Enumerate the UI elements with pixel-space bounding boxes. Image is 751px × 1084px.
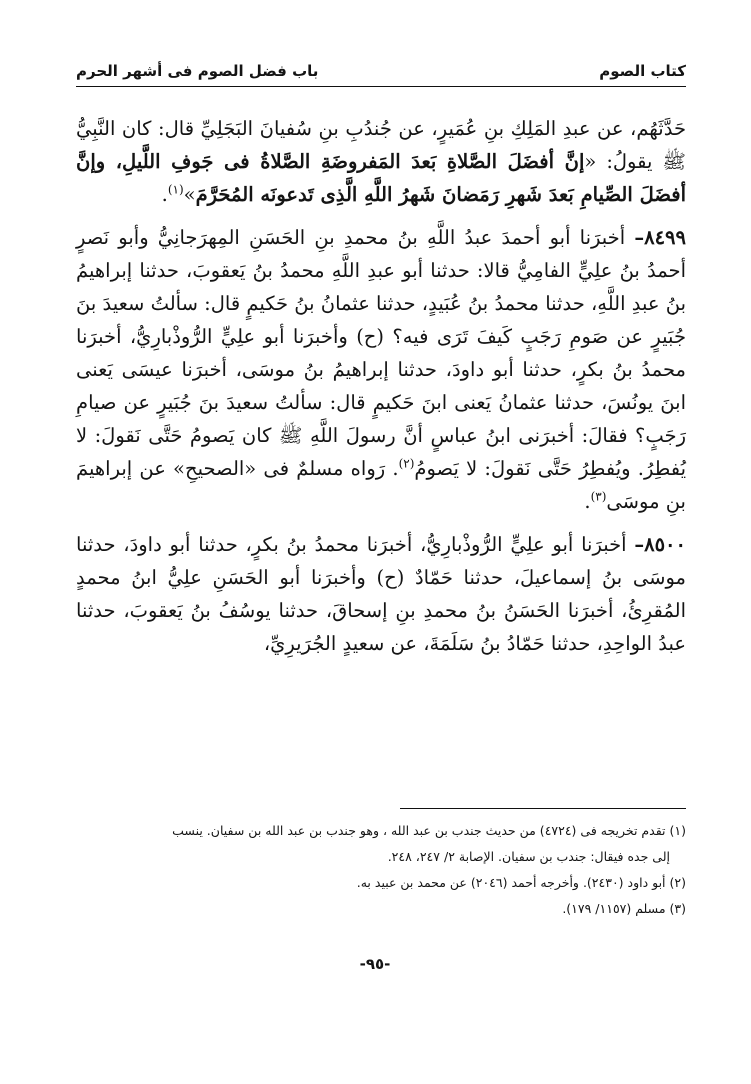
footnote-ref: (٣): [590, 489, 607, 504]
book-title: كتاب الصوم: [599, 62, 686, 80]
hadith-8500: [76, 528, 686, 660]
header-rule: [76, 86, 686, 87]
hadith-text: .: [584, 490, 591, 513]
footnote-3: (٣) مسلم (١١٥٧/ ١٧٩).: [562, 901, 686, 916]
page-number: -٩٥-: [359, 955, 391, 973]
hadith-number: ٨٥٠٠–: [634, 533, 686, 556]
hadith-number: ٨٤٩٩–: [634, 226, 686, 249]
footnote-ref: (١): [167, 182, 184, 197]
hadith-text: أخبرَنا أبو أحمدَ عبدُ اللَّهِ بنُ محمدِ بنِ الحَسَنِ المِهرَجانِيُّ وأبو نَصرٍ أحمدُ بنُ علِيٍّ الفامِيُّ قالا: حدثنا أبو عبدِ اللَّهِ محمدُ بنُ يَعقوبَ، حدثنا إبراهيمُ بنُ عبدِ اللَّهِ، حدثنا محمدُ بنُ عُبَيدٍ، حدثنا عثمانُ بنُ حَكيمٍ قال: سألتُ سعيدَ بنَ جُبَيرٍ عن صَومِ رَجَبٍ كَيفَ تَرَى فيه؟ (ح) وأخبرَنا أبو علِيٍّ الرُّوذْبارِيُّ، أخبرَنا محمدُ بنُ بكرٍ، حدثنا أبو داودَ، حدثنا إبراهيمُ بنُ موسَى، أخبرَنا عيسَى يَعنى ابنَ يونُسَ، حدثنا عثمانُ يَعنى ابنَ حَكيمٍ قال: سألتُ سعيدَ بنَ جُبَيرٍ عن صيامِ رَجَبٍ؟ فقالَ: أخبرَنى ابنُ عباسٍ أنَّ رسولَ اللَّهِ ﷺ كان يَصومُ حَتَّى نَقولَ: لا يُفطِرُ. ويُفطِرُ حَتَّى نَقولَ: لا يَصومُ: [76, 226, 686, 480]
main-text: [76, 112, 686, 660]
footnote-1: (١) تقدم تخريجه فى (٤٧٢٤) من حديث جندب بن عبد الله ، وهو جندب بن عبد الله بن سفيان. ينسب: [172, 823, 686, 838]
paragraph-text: »: [183, 183, 196, 206]
paragraph-continuation: [76, 112, 686, 211]
footnote-rule: [400, 808, 686, 809]
footnotes: [76, 818, 686, 922]
paragraph-text: حَدَّثَهُم، عن عبدِ المَلِكِ بنِ عُمَيرٍ، عن جُندُبِ بنِ سُفيانَ البَجَلِيِّ قال: كان النَّبِيُّ ﷺ يقولُ: «: [76, 117, 686, 173]
running-header: [76, 58, 686, 88]
hadith-text: . رَواه مسلمٌ فى «الصحيحِ» عن إبراهيمَ بنِ موسَى: [76, 457, 686, 513]
hadith-8499: [76, 221, 686, 518]
footnote-1-continued: إلى جده فيقال: جندب بن سفيان. الإصابة ٢/ ٢٤٧، ٢٤٨.: [387, 849, 670, 864]
chapter-title: باب فضل الصوم فى أشهر الحرم: [76, 62, 319, 80]
footnote-2: (٢) أبو داود (٢٤٣٠). وأخرجه أحمد (٢٠٤٦) عن محمد بن عبيد به.: [356, 875, 686, 890]
footnote-ref: (٢): [398, 456, 415, 471]
hadith-quote: إنَّ أفضَلَ الصَّلاةِ بَعدَ المَفروضَةِ الصَّلاةُ فى جَوفِ اللَّيلِ، وإنَّ أفضَلَ الصِّيامِ بَعدَ شَهرِ رَمَضانَ شَهرُ اللَّهِ الَّذِى تَدعونَه المُحَرَّمَ: [76, 150, 686, 206]
hadith-text: أخبرَنا أبو علِيٍّ الرُّوذْبارِيُّ، أخبرَنا محمدُ بنُ بكرٍ، حدثنا أبو داودَ، حدثنا موسَى بنُ إسماعيلَ، حدثنا حَمّادٌ (ح) وأخبرَنا أبو الحَسَنِ علِيُّ ابنُ محمدٍ المُقرِئُ، أخبرَنا الحَسَنُ بنُ محمدِ بنِ إسحاقَ، حدثنا يوسُفُ بنُ يَعقوبَ، حدثنا عبدُ الواحِدِ، حدثنا حَمّادُ بنُ سَلَمَةَ، عن سعيدٍ الجُرَيرِيِّ،: [76, 533, 686, 655]
paragraph-text: .: [161, 183, 168, 206]
